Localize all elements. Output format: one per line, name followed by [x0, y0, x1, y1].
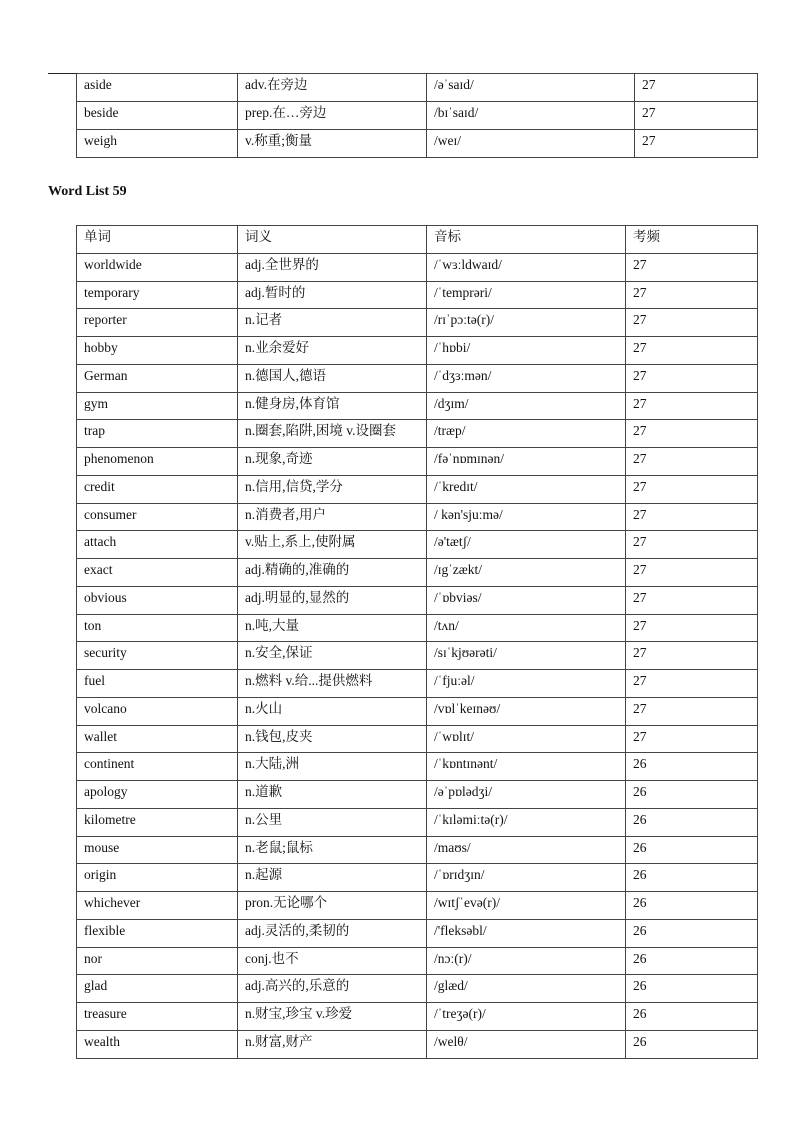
meaning-cell: conj.也不 — [238, 947, 427, 975]
frequency-cell: 27 — [626, 586, 758, 614]
table-row — [77, 253, 758, 281]
word-cell: consumer — [77, 503, 238, 531]
frequency-cell: 27 — [626, 670, 758, 698]
phonetic-cell: /ˈɒbviəs/ — [427, 586, 626, 614]
header-frequency: 考频 — [626, 226, 758, 254]
word-cell: volcano — [77, 697, 238, 725]
phonetic-cell: /ˈwɜːldwaɪd/ — [427, 253, 626, 281]
meaning-cell: adj.暂时的 — [238, 281, 427, 309]
meaning-cell: v.贴上,系上,使附属 — [238, 531, 427, 559]
meaning-cell: prep.在…旁边 — [238, 102, 427, 130]
word-cell: gym — [77, 392, 238, 420]
frequency-cell: 27 — [626, 364, 758, 392]
phonetic-cell: /'fleksəbl/ — [427, 919, 626, 947]
phonetic-cell: /ɪgˈzækt/ — [427, 559, 626, 587]
phonetic-cell: /ˈtreʒə(r)/ — [427, 1003, 626, 1031]
header-word: 单词 — [77, 226, 238, 254]
phonetic-cell: /ˈdʒɜːmən/ — [427, 364, 626, 392]
phonetic-cell: / kən'sjuːmə/ — [427, 503, 626, 531]
frequency-cell: 27 — [626, 614, 758, 642]
meaning-cell: n.老鼠;鼠标 — [238, 836, 427, 864]
header-meaning: 词义 — [238, 226, 427, 254]
table-header-row — [77, 226, 758, 254]
phonetic-cell: /ˈwɒlɪt/ — [427, 725, 626, 753]
frequency-cell: 26 — [626, 781, 758, 809]
word-cell: origin — [77, 864, 238, 892]
frequency-cell: 27 — [635, 102, 758, 130]
meaning-cell: n.记者 — [238, 309, 427, 337]
word-cell: hobby — [77, 337, 238, 365]
meaning-cell: pron.无论哪个 — [238, 892, 427, 920]
table-row — [77, 808, 758, 836]
meaning-cell: n.燃料 v.给...提供燃料 — [238, 670, 427, 698]
table-row — [77, 864, 758, 892]
word-cell: credit — [77, 475, 238, 503]
word-cell: mouse — [77, 836, 238, 864]
table-row — [77, 420, 758, 448]
frequency-cell: 27 — [626, 253, 758, 281]
word-cell: German — [77, 364, 238, 392]
meaning-cell: n.业余爱好 — [238, 337, 427, 365]
word-cell: wealth — [77, 1030, 238, 1058]
word-cell: nor — [77, 947, 238, 975]
meaning-cell: n.现象,奇迹 — [238, 448, 427, 476]
word-cell: flexible — [77, 919, 238, 947]
table-row — [77, 642, 758, 670]
meaning-cell: adj.全世界的 — [238, 253, 427, 281]
meaning-cell: n.钱包,皮夹 — [238, 725, 427, 753]
table-row — [77, 102, 758, 130]
word-cell: apology — [77, 781, 238, 809]
frequency-cell: 26 — [626, 864, 758, 892]
phonetic-cell: /sɪˈkjʊərəti/ — [427, 642, 626, 670]
meaning-cell: n.圈套,陷阱,困境 v.设圈套 — [238, 420, 427, 448]
word-list-table — [76, 225, 758, 1059]
table-row — [77, 947, 758, 975]
phonetic-cell: /əˈsaɪd/ — [427, 74, 635, 102]
table-row — [77, 503, 758, 531]
frequency-cell: 26 — [626, 753, 758, 781]
frequency-cell: 27 — [626, 448, 758, 476]
table-row — [77, 281, 758, 309]
table-row — [77, 919, 758, 947]
frequency-cell: 26 — [626, 1030, 758, 1058]
phonetic-cell: /ˈfjuːəl/ — [427, 670, 626, 698]
table-row — [77, 531, 758, 559]
meaning-cell: n.消费者,用户 — [238, 503, 427, 531]
meaning-cell: n.安全,保证 — [238, 642, 427, 670]
phonetic-cell: /ə'tætʃ/ — [427, 531, 626, 559]
table-row — [77, 614, 758, 642]
table-row — [77, 364, 758, 392]
word-cell: temporary — [77, 281, 238, 309]
word-cell: obvious — [77, 586, 238, 614]
table-row — [77, 586, 758, 614]
phonetic-cell: /vɒlˈkeɪnəʊ/ — [427, 697, 626, 725]
frequency-cell: 27 — [626, 531, 758, 559]
phonetic-cell: /ˈɒrɪdʒɪn/ — [427, 864, 626, 892]
table-row — [77, 448, 758, 476]
phonetic-cell: /træp/ — [427, 420, 626, 448]
frequency-cell: 26 — [626, 947, 758, 975]
meaning-cell: n.德国人,德语 — [238, 364, 427, 392]
phonetic-cell: /bɪˈsaɪd/ — [427, 102, 635, 130]
meaning-cell: n.财富,财产 — [238, 1030, 427, 1058]
phonetic-cell: /əˈpɒlədʒi/ — [427, 781, 626, 809]
meaning-cell: adv.在旁边 — [238, 74, 427, 102]
table-row — [77, 130, 758, 158]
table-row — [77, 309, 758, 337]
word-cell: exact — [77, 559, 238, 587]
phonetic-cell: /ˈkɪləmiːtə(r)/ — [427, 808, 626, 836]
word-cell: whichever — [77, 892, 238, 920]
phonetic-cell: /ˈkredɪt/ — [427, 475, 626, 503]
frequency-cell: 27 — [626, 475, 758, 503]
table-row — [77, 836, 758, 864]
phonetic-cell: /maʊs/ — [427, 836, 626, 864]
meaning-cell: adj.高兴的,乐意的 — [238, 975, 427, 1003]
phonetic-cell: /fəˈnɒmɪnən/ — [427, 448, 626, 476]
meaning-cell: n.大陆,洲 — [238, 753, 427, 781]
word-cell: trap — [77, 420, 238, 448]
frequency-cell: 26 — [626, 975, 758, 1003]
word-cell: attach — [77, 531, 238, 559]
meaning-cell: n.起源 — [238, 864, 427, 892]
frequency-cell: 26 — [626, 892, 758, 920]
word-cell: aside — [77, 74, 238, 102]
header-phonetic: 音标 — [427, 226, 626, 254]
frequency-cell: 27 — [635, 130, 758, 158]
table-row — [77, 392, 758, 420]
table-row — [77, 74, 758, 102]
word-cell: reporter — [77, 309, 238, 337]
table-row — [77, 670, 758, 698]
frequency-cell: 27 — [626, 420, 758, 448]
frequency-cell: 27 — [626, 337, 758, 365]
phonetic-cell: /welθ/ — [427, 1030, 626, 1058]
phonetic-cell: /nɔː(r)/ — [427, 947, 626, 975]
word-cell: fuel — [77, 670, 238, 698]
word-cell: beside — [77, 102, 238, 130]
phonetic-cell: /wɪtʃˈevə(r)/ — [427, 892, 626, 920]
word-cell: kilometre — [77, 808, 238, 836]
meaning-cell: adj.灵活的,柔韧的 — [238, 919, 427, 947]
frequency-cell: 27 — [626, 309, 758, 337]
frequency-cell: 27 — [626, 392, 758, 420]
table-row — [77, 725, 758, 753]
phonetic-cell: /dʒɪm/ — [427, 392, 626, 420]
frequency-cell: 26 — [626, 808, 758, 836]
meaning-cell: n.信用,信贷,学分 — [238, 475, 427, 503]
phonetic-cell: /ˈhɒbi/ — [427, 337, 626, 365]
frequency-cell: 27 — [626, 697, 758, 725]
phonetic-cell: /ˈtemprəri/ — [427, 281, 626, 309]
frequency-cell: 26 — [626, 836, 758, 864]
section-title: Word List 59 — [48, 184, 127, 199]
phonetic-cell: /rɪˈpɔːtə(r)/ — [427, 309, 626, 337]
frequency-cell: 27 — [635, 74, 758, 102]
table-row — [77, 975, 758, 1003]
frequency-cell: 26 — [626, 919, 758, 947]
word-cell: ton — [77, 614, 238, 642]
phonetic-cell: /tʌn/ — [427, 614, 626, 642]
frequency-cell: 27 — [626, 559, 758, 587]
word-cell: security — [77, 642, 238, 670]
meaning-cell: v.称重;衡量 — [238, 130, 427, 158]
word-cell: wallet — [77, 725, 238, 753]
table-row — [77, 892, 758, 920]
meaning-cell: n.财宝,珍宝 v.珍爱 — [238, 1003, 427, 1031]
table-row — [77, 1030, 758, 1058]
word-cell: glad — [77, 975, 238, 1003]
meaning-cell: n.健身房,体育馆 — [238, 392, 427, 420]
meaning-cell: n.道歉 — [238, 781, 427, 809]
phonetic-cell: /glæd/ — [427, 975, 626, 1003]
previous-word-table — [76, 73, 758, 158]
word-cell: weigh — [77, 130, 238, 158]
frequency-cell: 27 — [626, 503, 758, 531]
frequency-cell: 27 — [626, 642, 758, 670]
frequency-cell: 27 — [626, 281, 758, 309]
meaning-cell: adj.精确的,准确的 — [238, 559, 427, 587]
frequency-cell: 27 — [626, 725, 758, 753]
phonetic-cell: /ˈkɒntɪnənt/ — [427, 753, 626, 781]
meaning-cell: adj.明显的,显然的 — [238, 586, 427, 614]
word-cell: phenomenon — [77, 448, 238, 476]
meaning-cell: n.吨,大量 — [238, 614, 427, 642]
table-row — [77, 1003, 758, 1031]
frequency-cell: 26 — [626, 1003, 758, 1031]
table-row — [77, 781, 758, 809]
phonetic-cell: /weɪ/ — [427, 130, 635, 158]
meaning-cell: n.火山 — [238, 697, 427, 725]
table-row — [77, 559, 758, 587]
table-row — [77, 753, 758, 781]
table-row — [77, 337, 758, 365]
meaning-cell: n.公里 — [238, 808, 427, 836]
table-row — [77, 697, 758, 725]
word-cell: continent — [77, 753, 238, 781]
word-cell: treasure — [77, 1003, 238, 1031]
table-row — [77, 475, 758, 503]
word-cell: worldwide — [77, 253, 238, 281]
